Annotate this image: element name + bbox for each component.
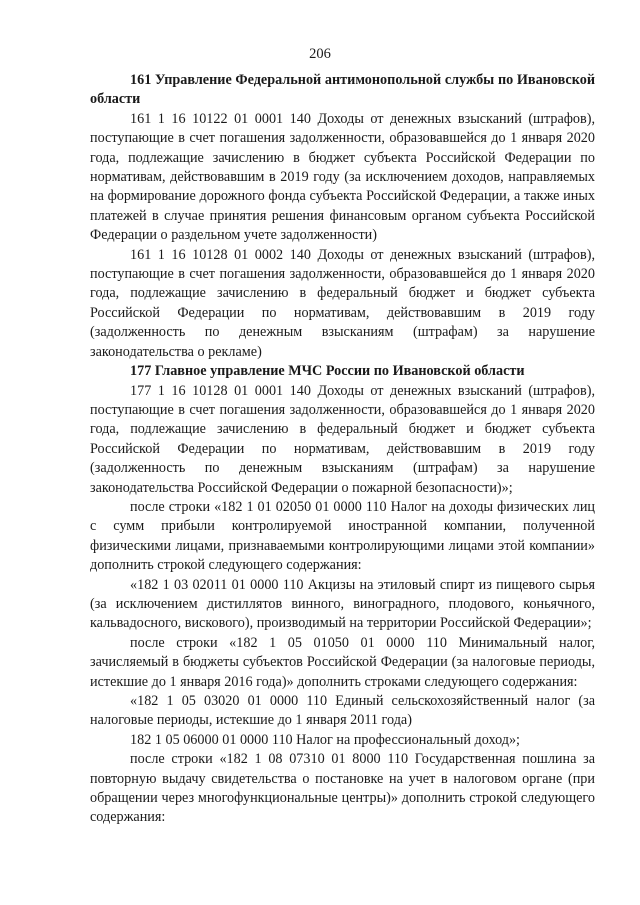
page-number: 206 bbox=[309, 46, 331, 62]
paragraph-182-05-03020: «182 1 05 03020 01 0000 110 Единый сельскохозяйственный налог (за налоговые периоды, истекшие до 1 января 2011 года) bbox=[90, 693, 595, 729]
paragraph-after-182-01-02050: после строки «182 1 01 02050 01 0000 110 Налог на доходы физических лиц с сумм прибыли контролируемой иностранной компании, полученной физическими лицами, признаваемыми контролирующими лицами этой компании» дополнить строкой следующего содержания: bbox=[90, 498, 595, 574]
paragraph-after-182-05-01050: после строки «182 1 05 01050 01 0000 110 Минимальный налог, зачисляемый в бюджеты субъектов Российской Федерации (за налоговые периоды, истекшие до 1 января 2016 года)» дополнить строками следующего содержания: bbox=[90, 634, 595, 690]
paragraph-182-05-06000: 182 1 05 06000 01 0000 110 Налог на профессиональный доход»; bbox=[130, 731, 521, 748]
paragraph-182-03-02011: «182 1 03 02011 01 0000 110 Акцизы на этиловый спирт из пищевого сырья (за исключением дистиллятов винного, виноградного, плодового, коньячного, кальвадосного, вискового), производимый на территории Российской Федерации»; bbox=[90, 576, 595, 632]
paragraph-177-10128: 177 1 16 10128 01 0001 140 Доходы от денежных взысканий (штрафов), поступающие в счет погашения задолженности, образовавшейся до 1 января 2020 года, подлежащие зачислению в федеральный бюджет и бюджет субъекта Российской Федерации по нормативам, действовавшим в 2019 году (задолженность по денежным взысканиям (штрафам) за нарушение законодательства Российской Федерации о пожарной безопасности)»; bbox=[90, 382, 595, 496]
paragraph-after-182-08-07310: после строки «182 1 08 07310 01 8000 110 Государственная пошлина за повторную выдачу свидетельства о постановке на учет в налоговом органе (при обращении через многофункциональные центры)» дополнить строкой следующего содержания: bbox=[90, 751, 595, 826]
section-heading-mchs: 177 Главное управление МЧС России по Ивановской области bbox=[130, 363, 525, 380]
section-heading-fas: 161 Управление Федеральной антимонопольной службы по Ивановской области bbox=[90, 72, 595, 108]
paragraph-161-10128: 161 1 16 10128 01 0002 140 Доходы от денежных взысканий (штрафов), поступающие в счет погашения задолженности, образовавшейся до 1 января 2020 года, подлежащие зачислению в федеральный бюджет и бюджет субъекта Российской Федерации по нормативам, действовавшим в 2019 году (задолженность по денежным взысканиям (штрафам) за нарушение законодательства о рекламе) bbox=[90, 246, 595, 360]
paragraph-161-10122: 161 1 16 10122 01 0001 140 Доходы от денежных взысканий (штрафов), поступающие в счет погашения задолженности, образовавшейся до 1 января 2020 года, подлежащие зачислению в бюджет субъекта Российской Федерации по нормативам, действовавшим в 2019 году (за исключением доходов, направляемых на формирование дорожного фонда субъекта Российской Федерации, а также иных платежей в случае принятия решения финансовым органом субъекта Российской Федерации о раздельном учете задолженности) bbox=[90, 110, 595, 244]
document-body bbox=[90, 71, 595, 828]
